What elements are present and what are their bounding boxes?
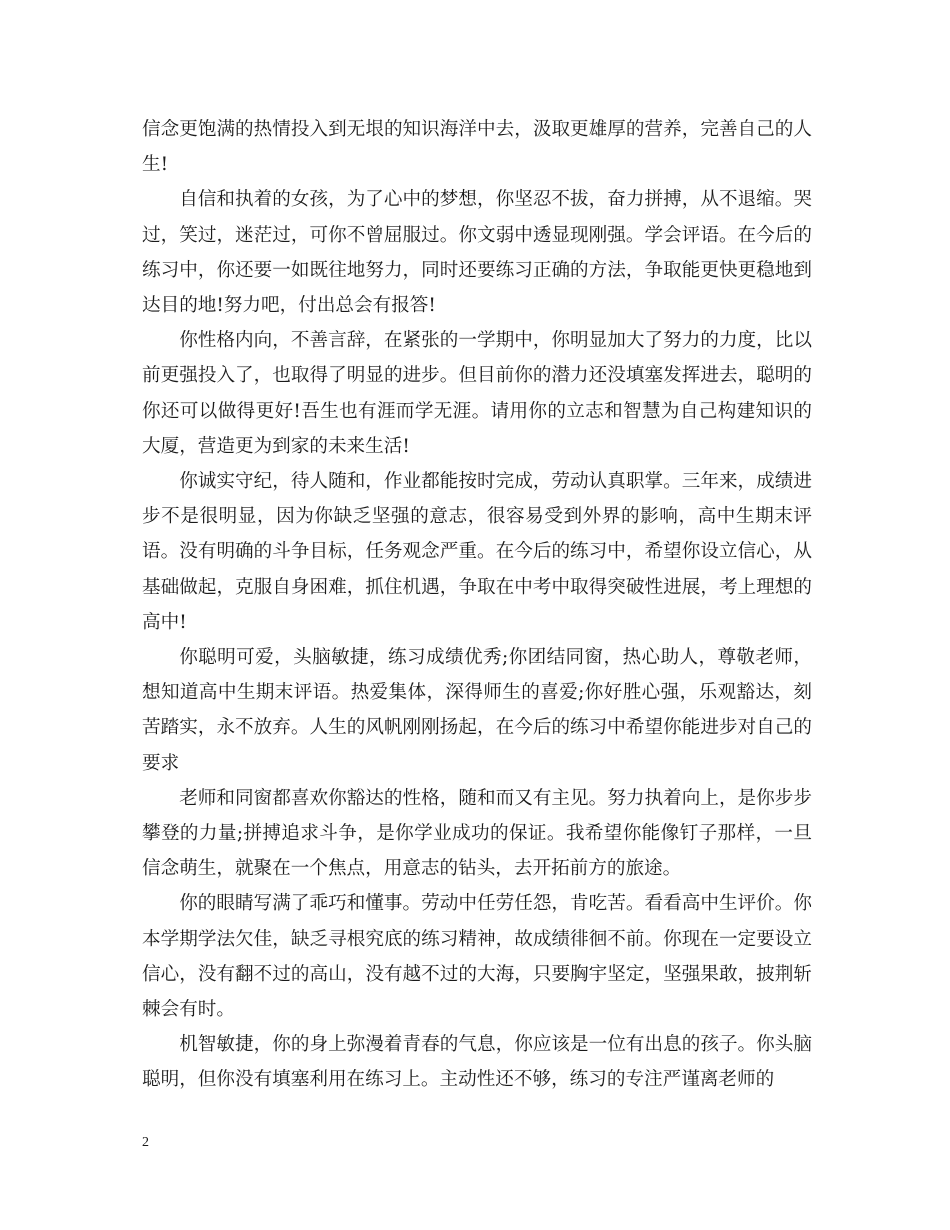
- paragraph-comment-introverted: 你性格内向，不善言辞，在紧张的一学期中，你明显加大了努力的力度，比以前更强投入了，也取得了明显的进步。但目前你的潜力还没填塞发挥进去，聪明的你还可以做得更好!吾生也有涯而学无涯。请用你的立志和智慧为自己构建知识的大厦，营造更为到家的未来生活!: [142, 330, 812, 457]
- paragraph-comment-obedient: 你的眼睛写满了乖巧和懂事。劳动中任劳任怨，肯吃苦。看看高中生评价。你本学期学法欠佳，缺乏寻根究底的练习精神，故成绩徘徊不前。你现在一定要设立信心，没有翻不过的高山，没有越不过的大海，只要胸宇坚定，坚强果敢，披荆斩棘会有时。: [142, 893, 812, 1021]
- paragraph-comment-optimistic: 老师和同窗都喜欢你豁达的性格，随和而又有主见。努力执着向上，是你步步攀登的力量;拼搏追求斗争，是你学业成功的保证。我希望你能像钉子那样，一旦信念萌生，就聚在一个焦点，用意志的钻头，去开拓前方的旅途。: [142, 787, 812, 880]
- paragraph-comment-clever: 你聪明可爱，头脑敏捷，练习成绩优秀;你团结同窗，热心助人，尊敬老师，想知道高中生期末评语。热爱集体，深得师生的喜爱;你好胜心强，乐观豁达，刻苦踏实，永不放弃。人生的风帆刚刚扬起，在今后的练习中希望你能进步对自己的要求: [142, 647, 812, 774]
- paragraph-continuation: 信念更饱满的热情投入到无垠的知识海洋中去，汲取更雄厚的营养，完善自己的人生!: [142, 119, 812, 176]
- paragraph-comment-confident-girl: 自信和执着的女孩，为了心中的梦想，你坚忍不拔，奋力拼搏，从不退缩。哭过，笑过，迷茫过，可你不曾屈服过。你文弱中透显现刚强。学会评语。在今后的练习中，你还要一如既往地努力，同时还要练习正确的方法，争取能更快更稳地到达目的地!努力吧，付出总会有报答!: [142, 189, 812, 317]
- paragraph-comment-quick-witted: 机智敏捷，你的身上弥漫着青春的气息，你应该是一位有出息的孩子。你头脑聪明，但你没有填塞利用在练习上。主动性还不够，练习的专注严谨离老师的: [142, 1034, 812, 1091]
- page-body: [142, 112, 812, 1098]
- paragraph-comment-honest: 你诚实守纪，待人随和，作业都能按时完成，劳动认真职掌。三年来，成绩进步不是很明显，因为你缺乏坚强的意志，很容易受到外界的影响，高中生期末评语。没有明确的斗争目标，任务观念严重。在今后的练习中，希望你设立信心，从基础做起，克服自身困难，抓住机遇，争取在中考中取得突破性进展，考上理想的高中!: [142, 471, 812, 633]
- page-number: 2: [142, 1135, 149, 1150]
